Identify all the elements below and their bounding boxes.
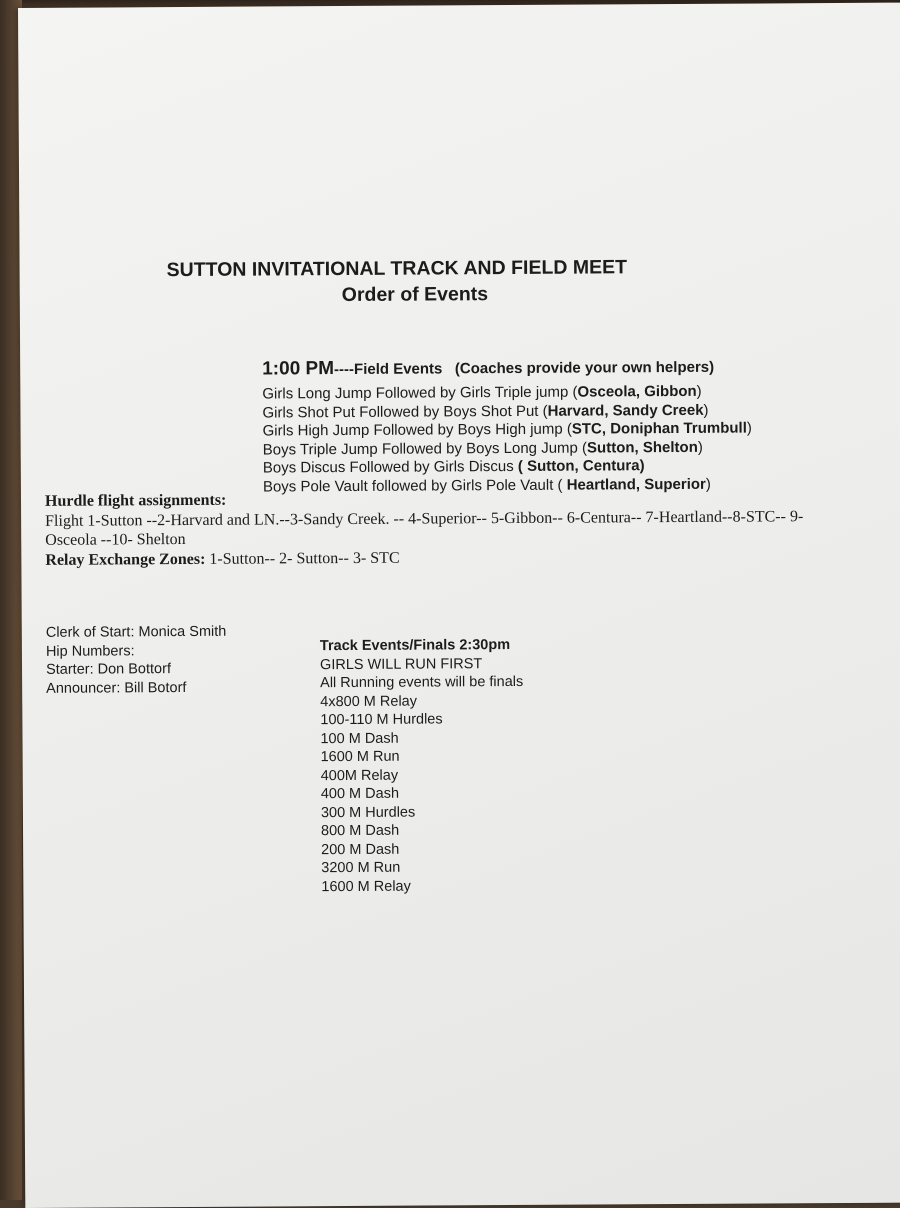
track-event-item: 1600 M Run: [321, 747, 524, 767]
field-event-teams: ( Sutton, Centura): [518, 458, 645, 476]
field-event-text: Girls High Jump Followed by Boys High jump (: [263, 421, 572, 440]
relay-exchange-zones: [45, 546, 825, 570]
field-event-close: ): [747, 420, 752, 437]
track-event-item: 4x800 M Relay: [320, 691, 523, 711]
official-hip-numbers: Hip Numbers:: [46, 641, 227, 661]
field-event-teams: Sutton, Shelton: [587, 439, 698, 457]
document-subtitle: Order of Events: [342, 283, 488, 307]
track-event-item: 300 M Hurdles: [321, 802, 524, 822]
field-event-text: Girls Shot Put Followed by Boys Shot Put (: [262, 402, 547, 421]
hurdle-flight-label: Hurdle flight assignments:: [45, 487, 825, 511]
field-event-close: ): [697, 383, 702, 400]
field-events-separator: ----: [334, 361, 354, 378]
track-events-section: [320, 636, 525, 896]
field-event-text: Boys Discus Followed by Girls Discus: [263, 458, 518, 477]
hurdle-relay-section: [45, 487, 825, 570]
document-title: SUTTON INVITATIONAL TRACK AND FIELD MEET: [167, 256, 628, 282]
field-event-close: ): [703, 401, 708, 418]
field-events-note: (Coaches provide your own helpers): [455, 359, 714, 378]
track-event-item: 200 M Dash: [321, 839, 524, 859]
officials-list: [46, 623, 227, 698]
official-starter: Starter: Don Bottorf: [46, 660, 227, 680]
field-event-teams: Osceola, Gibbon: [577, 383, 696, 401]
official-clerk: Clerk of Start: Monica Smith: [46, 623, 227, 643]
track-note: All Running events will be finals: [320, 673, 523, 693]
relay-zones-label: Relay Exchange Zones:: [45, 550, 205, 568]
track-event-item: 400M Relay: [321, 765, 524, 785]
field-event-text: Girls Long Jump Followed by Girls Triple jump (: [262, 384, 577, 403]
track-event-item: 100 M Dash: [320, 728, 523, 748]
field-events-time: 1:00 PM: [262, 358, 334, 379]
track-note: GIRLS WILL RUN FIRST: [320, 654, 523, 674]
official-announcer: Announcer: Bill Botorf: [46, 679, 227, 699]
field-event-text: Boys Triple Jump Followed by Boys Long Jump (: [263, 439, 587, 458]
track-event-item: 400 M Dash: [321, 784, 524, 804]
field-event-item: [263, 438, 752, 460]
field-event-teams: Harvard, Sandy Creek: [548, 401, 704, 419]
paper-sheet: [18, 3, 900, 1208]
field-event-teams: Heartland, Superior: [567, 476, 706, 494]
track-event-item: 1600 M Relay: [321, 876, 524, 896]
field-event-close: ): [706, 476, 711, 493]
field-events-list: [262, 383, 752, 498]
field-event-text: Boys Pole Vault followed by Girls Pole Vault (: [263, 477, 567, 496]
hurdle-flight-assignments: Flight 1-Sutton --2-Harvard and LN.--3-Sandy Creek. -- 4-Superior-- 5-Gibbon-- 6-Centura-- 7-Heartland--8-STC-- 9-Osceola --10- Shelton: [45, 507, 825, 551]
field-events-heading: [262, 356, 714, 381]
relay-zones-text: 1-Sutton-- 2- Sutton-- 3- STC: [205, 549, 399, 567]
track-event-item: 100-110 M Hurdles: [320, 710, 523, 730]
field-event-teams: STC, Doniphan Trumbull: [572, 420, 747, 438]
field-event-close: ): [698, 439, 703, 456]
track-event-item: 3200 M Run: [321, 858, 524, 878]
field-events-label: Field Events: [354, 360, 442, 378]
track-event-item: 800 M Dash: [321, 821, 524, 841]
track-events-heading: Track Events/Finals 2:30pm: [320, 636, 523, 656]
